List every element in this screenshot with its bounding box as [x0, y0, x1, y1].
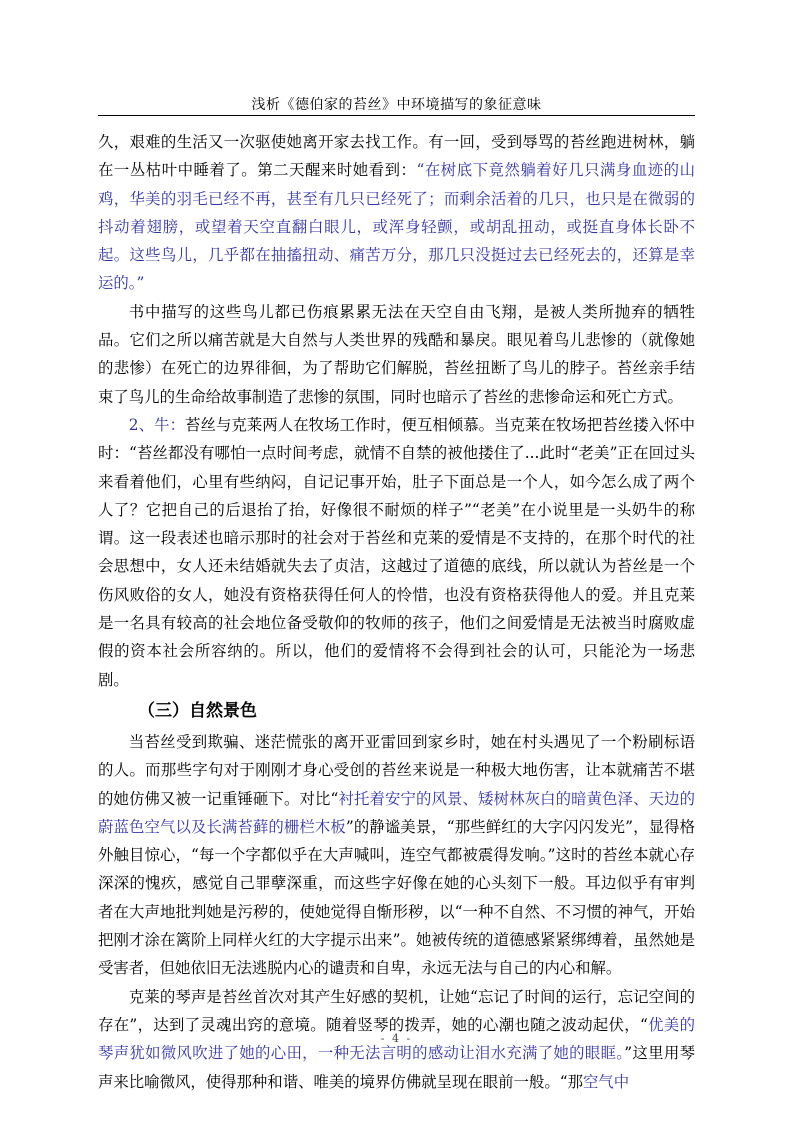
- paragraph-2-segment-1: 书中描写的这些鸟儿都已伤痕累累无法在天空自由飞翔，是被人类所抛弃的牺牲品。它们之所以痛苦就是大自然与人类世界的残酷和暴戾。眼见着鸟儿悲惨的（就像她的悲惨）在死亡的边界徘徊，为了帮助它们解脱，苔丝扭断了鸟儿的脖子。苔丝亲手结束了鸟儿的生命给故事制造了悲惨的氛围，同时也暗示了苔丝的悲惨命运和死亡方式。: [98, 302, 695, 406]
- paragraph-3-label: 2、牛：: [128, 415, 186, 434]
- paragraph-4-segment-3: ”的静谧美景，“那些鲜红的大字闪闪发光”，显得格外触目惊心，“每一个字都似乎在大声喊叫，连空气都被震得发响。”这时的苔丝本就心存深深的愧疚，感觉自己罪孽深重，而这些字好像在她的心头刻下一般。耳边似乎有审判者在大声地批判她是污秽的，使她觉得自惭形秽，以“一种不自然、不习惯的神气，开始把刚才涂在篱阶上同样火红的大字提示出来”。她被传统的道德感紧紧绑缚着，虽然她是受害者，但她依旧无法逃脱内心的谴责和自卑，永远无法与自己的内心和解。: [98, 817, 695, 978]
- paragraph-1-quote: “在树底下竟然躺着好几只满身血迹的山鸡，华美的羽毛已经不再，甚至有几只已经死了；而剩余活着的几只，也只是在微弱的抖动着翅膀，或望着天空直翻白眼儿，或浑身轻颤，或胡乱扭动，或挺直身体长卧不起。这些鸟儿，几乎都在抽搐扭动、痛苦万分，那几只没挺过去已经死去的，还算是幸运的。”: [98, 161, 695, 293]
- paragraph-4-segment-1: 当苔丝受到欺骗、迷茫慌张的离开亚雷回到家乡时，她在村头遇见了一个粉刷标语的人。而那些字句对于刚刚才身心受创的苔丝来说是一种极大地伤害，让本就痛苦不堪的她仿佛又被一记重锤砸下。对比“: [98, 732, 695, 808]
- paragraph-5-segment-1: 克莱的琴声是苔丝首次对其产生好感的契机，让她“忘记了时间的运行，忘记空间的存在”，达到了灵魂出窍的意境。随着竖琴的拨弄，她的心潮也随之波动起伏，“: [98, 987, 695, 1034]
- paragraph-5-segment-3: ”这里用琴声来比喻微风，使得那种和谐、唯美的境界仿佛就呈现在眼前一般。“那: [98, 1044, 695, 1091]
- paragraph-2: [98, 298, 695, 411]
- paragraph-5-highlight: 优美的琴声犹如微风吹进了她的心田，一种无法言明的感动让泪水充满了她的眼眶。: [98, 1015, 695, 1063]
- running-header-title: 浅析《德伯家的苔丝》中环境描写的象征意味: [251, 97, 542, 113]
- section-heading-natural-scenery: （三）自然景色: [138, 700, 257, 721]
- paragraph-4: [98, 728, 695, 983]
- document-body: [98, 128, 695, 1096]
- header-divider: [98, 115, 695, 116]
- paragraph-1-segment-1: 久，艰难的生活又一次驱使她离开家去找工作。有一回，受到辱骂的苔丝跑进树林，躺在一丛枯叶中睡着了。第二天醒来时她看到：: [98, 133, 695, 180]
- paragraph-1: [98, 128, 695, 298]
- page-number: - 4 -: [380, 1032, 413, 1045]
- paragraph-5-highlight-end: 空气中: [582, 1072, 630, 1091]
- paragraph-3: [98, 411, 695, 694]
- paragraph-3-segment-2: 苔丝与克莱两人在牧场工作时，便互相倾慕。当克莱在牧场把苔丝搂入怀中时：“苔丝都没有哪怕一点时间考虑，就情不自禁的被他搂住了...此时“老美”正在回过头来看着他们，心里有些纳闷，自记记事开始，肚子下面总是一个人，如今怎么成了两个人了？它把自己的后退抬了抬，好像很不耐烦的样子”“老美”在小说里是一头奶牛的称谓。这一段表述也暗示那时的社会对于苔丝和克莱的爱情是不支持的，在那个时代的社会思想中，女人还未结婚就失去了贞洁，这越过了道德的底线，所以就认为苔丝是一个伤风败俗的女人，她没有资格获得任何人的怜惜，也没有资格获得他人的爱。并且克莱是一名具有较高的社会地位备受敬仰的牧师的孩子，他们之间爱情是无法被当时腐败虚假的资本社会所容纳的。所以，他们的爱情将不会得到社会的认可，只能沦为一场悲剧。: [98, 415, 695, 689]
- paragraph-4-highlight: 衬托着安宁的风景、矮树林灰白的暗黄色泽、天边的蔚蓝色空气以及长满苔藓的栅栏木板: [98, 789, 695, 836]
